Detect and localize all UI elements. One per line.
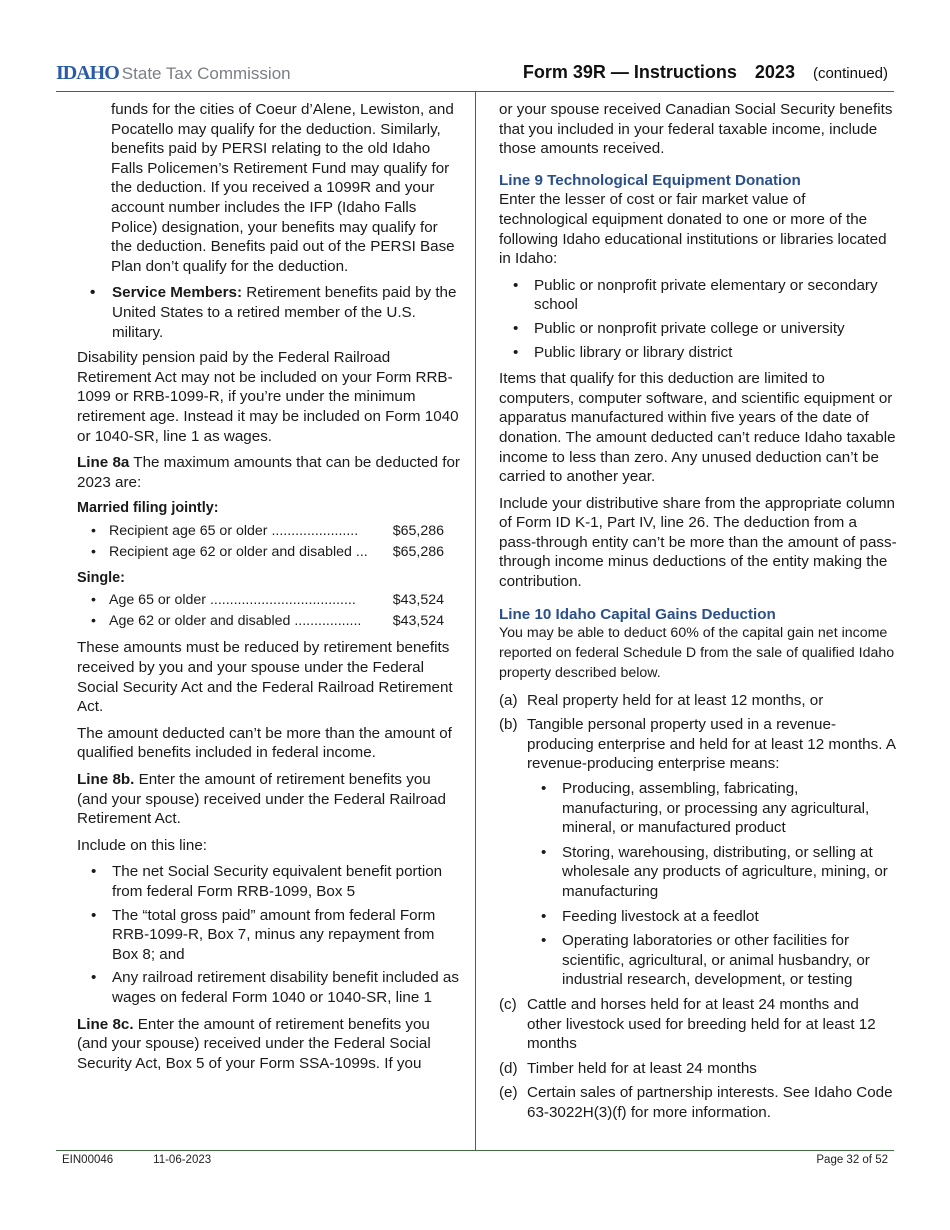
list-item: • Storing, warehousing, distributing, or selling at wholesale any products of agriculture, mining, or manufacturing — [499, 843, 897, 902]
revision-date: 11-06-2023 — [153, 1154, 212, 1166]
disability-pension-paragraph: Disability pension paid by the Federal Railroad Retirement Act may not be included on your Form RRB-1099 or RRB-1099-R, if you’re under the minimum retirement age. Instead it may be included on Form 1040 or 1040-SR, line 1 as wages. — [77, 349, 459, 445]
line-9-heading: Line 9 Technological Equipment Donation — [499, 171, 801, 189]
item-text: Certain sales of partnership interests. See Idaho Code 63-3022H(3)(f) for more information. — [527, 1084, 893, 1121]
form-code: EIN00046 — [62, 1154, 114, 1166]
married-filing-jointly-heading: Married filing jointly: — [77, 500, 219, 517]
amount-value: $43,524 — [392, 613, 444, 630]
amount-label: Recipient age 65 or older ...................... — [109, 522, 359, 539]
line-10-paragraph: You may be able to deduct 60% of the capital gain net income reported on federal Schedule D from the sale of qualified Idaho property described below. — [499, 625, 895, 681]
item-text: Real property held for at least 12 months, or — [527, 691, 824, 709]
continued-label: (continued) — [812, 65, 888, 82]
line-8c-paragraph — [77, 1015, 462, 1074]
amount-row — [77, 542, 462, 563]
line-8a-text: The maximum amounts that can be deducted for 2023 are: — [77, 454, 460, 491]
right-column — [499, 100, 897, 1128]
lettered-item-e — [499, 1083, 897, 1122]
amount-label: Age 62 or older and disabled ................. — [109, 613, 362, 630]
list-item: • Feeding livestock at a feedlot — [499, 907, 897, 927]
line-8b-label: Line 8b. — [77, 771, 135, 789]
canadian-benefits-paragraph: or your spouse received Canadian Social Security benefits that you included in your federal taxable income, include those amounts received. — [499, 101, 893, 158]
form-year: 2023 — [754, 62, 795, 82]
amount-row — [77, 590, 462, 611]
amount-row — [77, 521, 462, 542]
logo-mark: IDAHO — [56, 62, 119, 84]
amount-row — [77, 611, 462, 632]
list-item: • Public or nonprofit private college or university — [499, 319, 897, 339]
persi-paragraph: funds for the cities of Coeur d’Alene, Lewiston, and Pocatello may qualify for the deduction. Similarly, benefits paid by PERSI relating to the old Idaho Falls Policemen’s Retirement Fund may qualify for the deduction. If you received a 1099R and your account number includes the IFP (Idaho Falls Police) designation, your benefits may qualify for the deduction. Benefits paid out of the PERSI Base Plan don’t qualify for the deduction. — [111, 101, 455, 275]
include-heading: Include on this line: — [77, 836, 208, 854]
idaho-tax-commission-logo — [56, 62, 291, 85]
line-9-paragraph: Enter the lesser of cost or fair market value of technological equipment donated to one or more of the following Idaho educational institutions or libraries located in Idaho: — [499, 191, 887, 268]
page-footer — [62, 1154, 888, 1166]
line-8a-paragraph — [77, 453, 462, 492]
amount-label: Recipient age 62 or older and disabled ... — [109, 543, 368, 560]
qualifying-items-paragraph: Items that qualify for this deduction are limited to computers, computer software, and scientific equipment or apparatus manufactured within five years of the date of donation. The amount deducted can’t reduce Idaho taxable income to less than zero. Any unused deduction can’t be carried to another year. — [499, 370, 896, 486]
amount-value: $65,286 — [392, 522, 444, 539]
list-item: • Public library or library district — [499, 343, 897, 363]
item-letter: (d) — [499, 1059, 518, 1077]
reduction-paragraph: These amounts must be reduced by retirement benefits received by you and your spouse under the Federal Social Security Act and the Federal Railroad Retirement Act. — [77, 639, 453, 716]
lettered-item-d — [499, 1059, 897, 1079]
item-letter: (b) — [499, 716, 518, 734]
footer-divider — [56, 1150, 894, 1151]
list-item: • Public or nonprofit private elementary or secondary school — [499, 276, 897, 315]
amount-value: $65,286 — [392, 543, 444, 560]
list-item: • The “total gross paid” amount from federal Form RRB-1099-R, Box 7, minus any repayment from Box 8; and — [77, 906, 462, 965]
form-name: Form 39R — Instructions — [522, 62, 737, 82]
item-text: Timber held for at least 24 months — [527, 1059, 757, 1077]
line-8c-label: Line 8c. — [77, 1015, 134, 1033]
service-members-label: Service Members: — [112, 284, 243, 302]
amount-label: Age 65 or older ..................................... — [109, 592, 356, 609]
list-item: • The net Social Security equivalent benefit portion from federal Form RRB-1099, Box 5 — [77, 862, 462, 901]
list-item: • Any railroad retirement disability benefit included as wages on federal Form 1040 or 1040-SR, line 1 — [77, 968, 462, 1007]
item-letter: (a) — [499, 691, 518, 709]
item-text: Tangible personal property used in a revenue-producing enterprise and held for at least 12 months. A revenue-producing enterprise means: — [527, 716, 896, 773]
item-text: Cattle and horses held for at least 24 months and other livestock used for breeding held for at least 12 months — [527, 995, 876, 1053]
page-header — [0, 0, 950, 95]
line-8b-text: Enter the amount of retirement benefits you (and your spouse) received under the Federal Railroad Retirement Act. — [77, 771, 446, 828]
distributive-share-paragraph: Include your distributive share from the appropriate column of Form ID K-1, Part IV, line 26. The deduction from a pass-through entity can’t be more than the amount of pass-through income minus deductions of the entity making the contribution. — [499, 494, 897, 591]
deduction-limit-paragraph: The amount deducted can’t be more than the amount of qualified benefits included in federal income. — [77, 724, 452, 762]
item-letter: (c) — [499, 995, 517, 1013]
amount-value: $43,524 — [392, 592, 444, 609]
line-10-heading: Line 10 Idaho Capital Gains Deduction — [499, 605, 776, 623]
left-column — [77, 100, 462, 1080]
lettered-item-a — [499, 691, 897, 711]
single-heading: Single: — [77, 569, 125, 586]
page-number: Page 32 of 52 — [816, 1154, 888, 1166]
list-item: • Operating laboratories or other facilities for scientific, agricultural, or animal husbandry, or industrial research, development, or testing — [499, 931, 897, 990]
form-title — [523, 62, 888, 83]
service-members-item — [77, 283, 462, 342]
column-divider — [475, 92, 476, 1150]
item-letter: (e) — [499, 1084, 518, 1102]
line-8a-label: Line 8a — [77, 454, 130, 472]
service-members-text: Retirement benefits paid by the United States to a retired member of the U.S. military. — [112, 284, 457, 341]
lettered-item-c — [499, 995, 897, 1054]
line-8c-text: Enter the amount of retirement benefits you (and your spouse) received under the Federal Social Security Act, Box 5 of your Form SSA-1099s. If you — [77, 1015, 431, 1072]
lettered-item-b — [499, 715, 897, 774]
logo-text: State Tax Commission — [121, 64, 291, 83]
list-item: • Producing, assembling, fabricating, manufacturing, or processing any agricultural, mineral, or manufactured product — [499, 779, 897, 838]
line-8b-paragraph — [77, 770, 462, 829]
